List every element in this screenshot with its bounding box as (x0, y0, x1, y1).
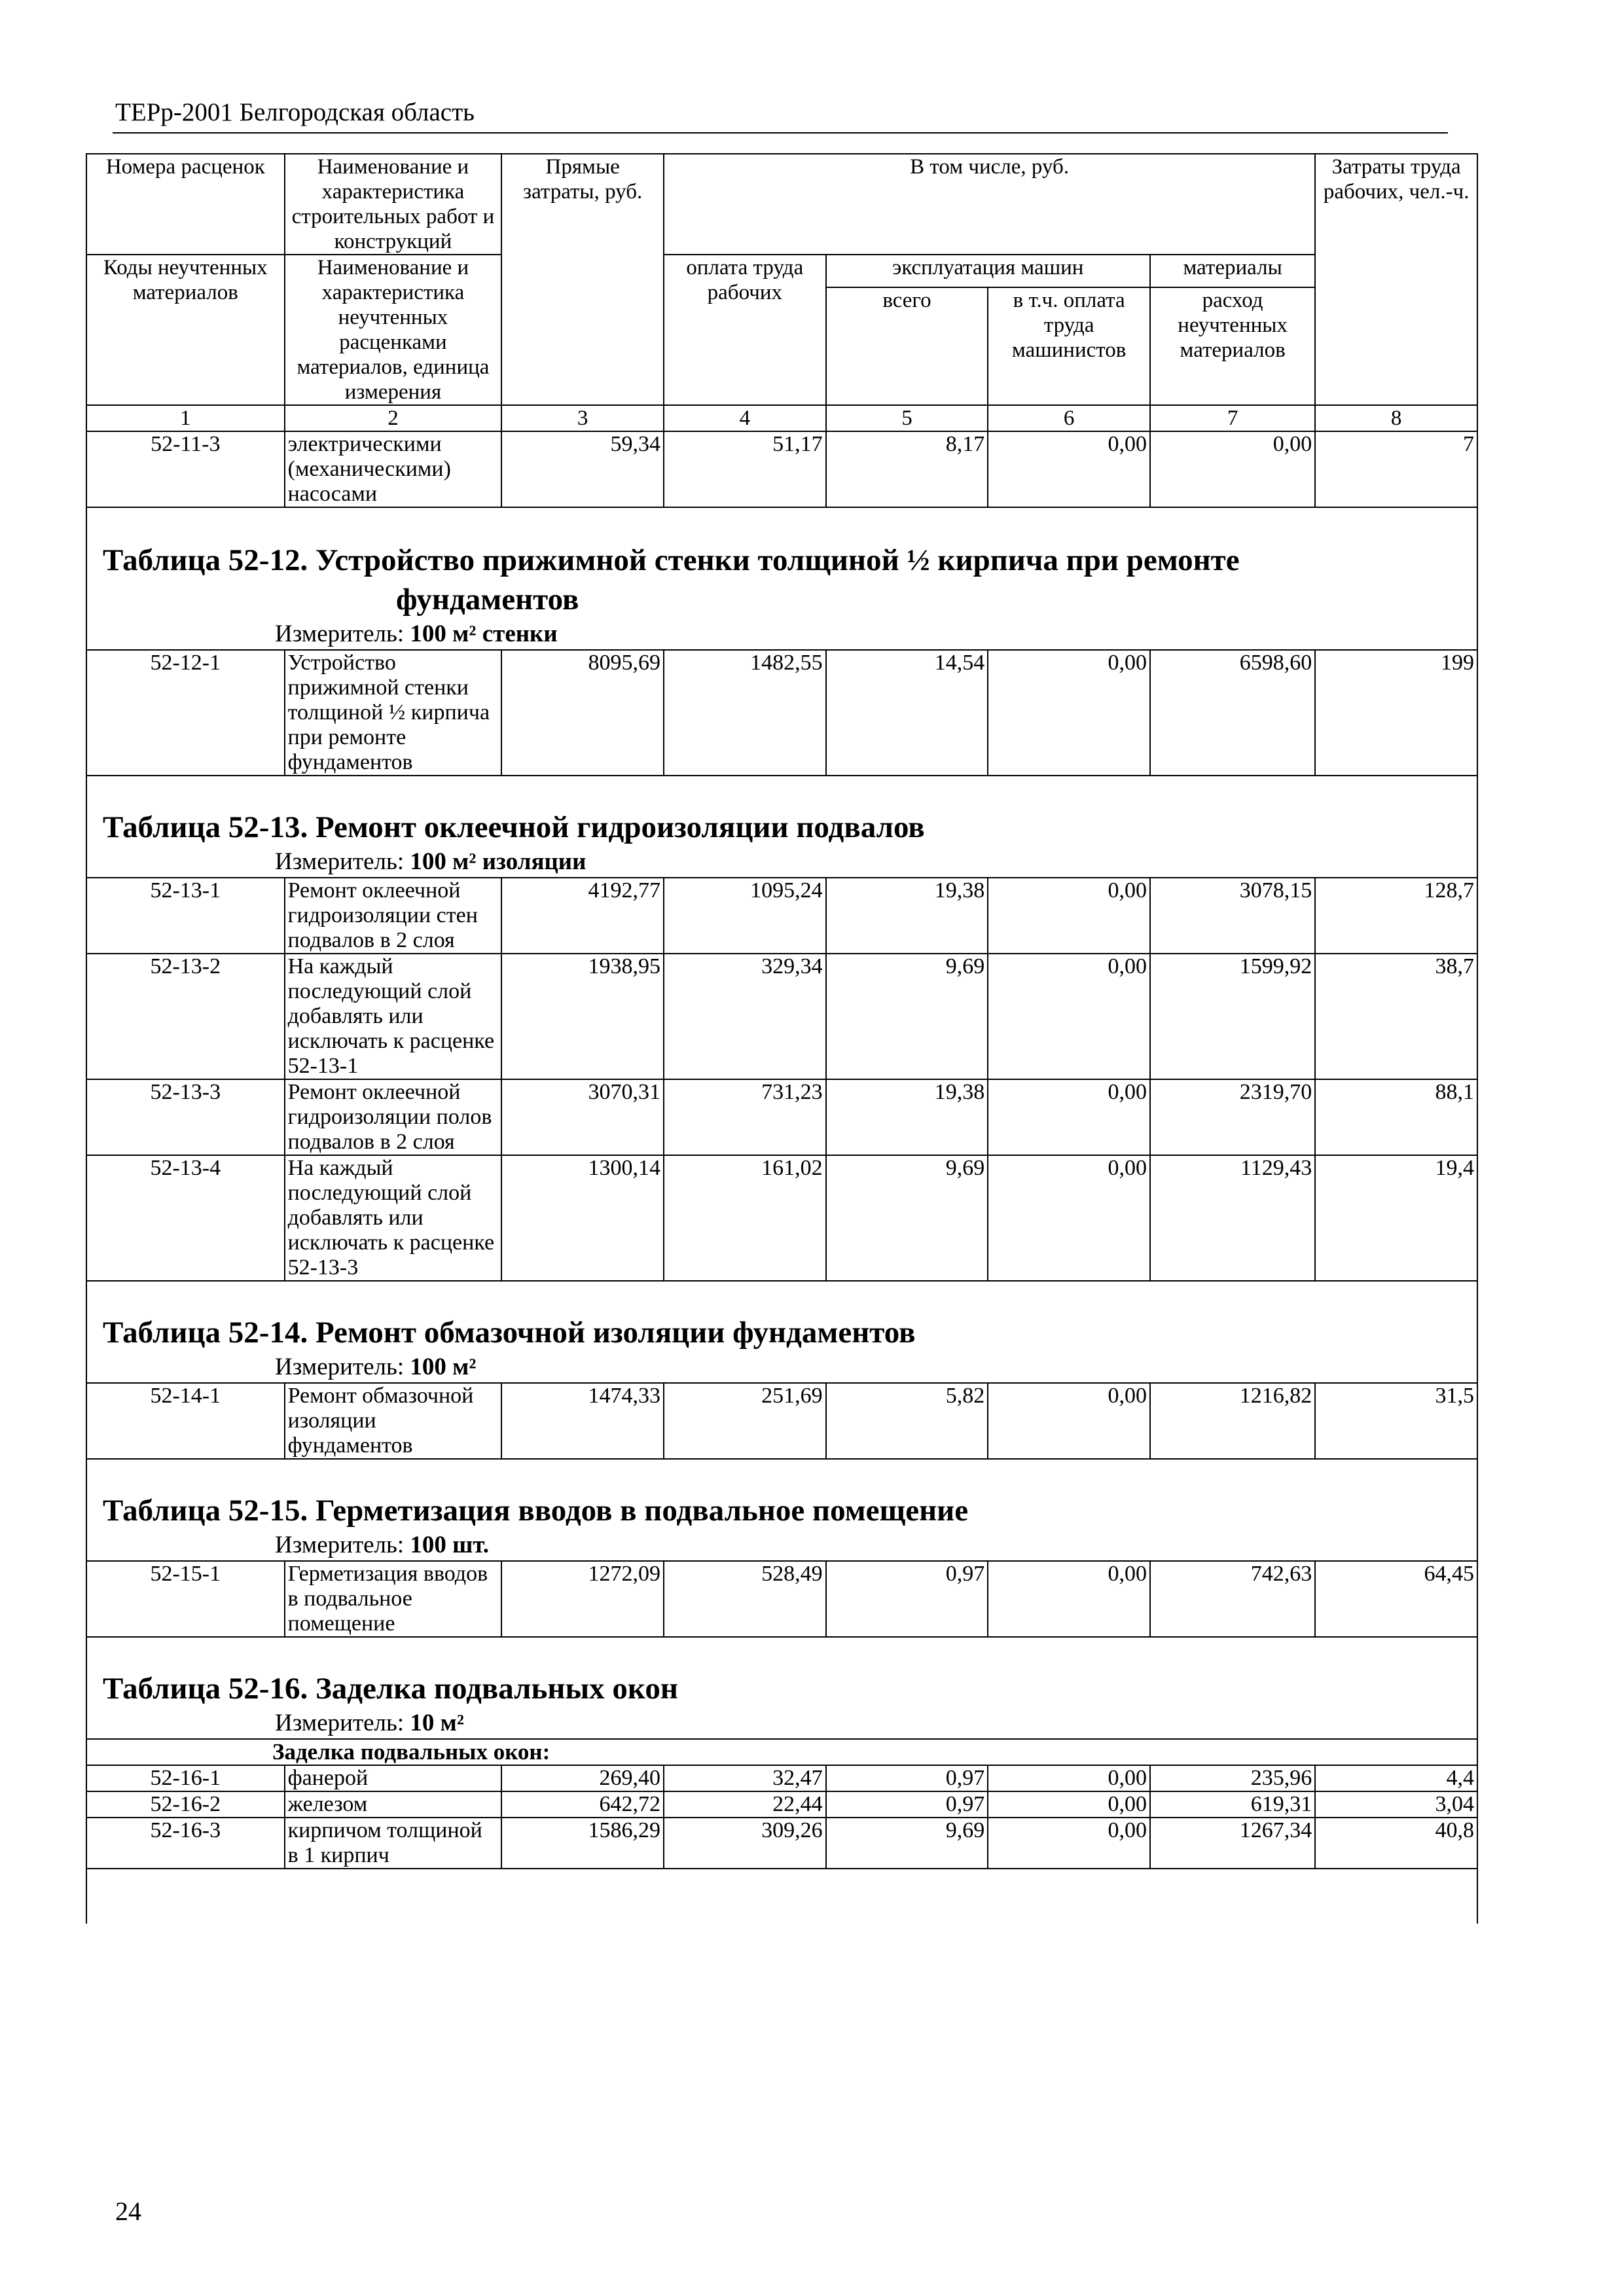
materials-cost: 1599,92 (1150, 954, 1315, 1079)
section-title (90, 541, 1474, 619)
rate-code: 52-16-3 (86, 1818, 285, 1869)
running-header (113, 97, 1448, 134)
rate-name: Ремонт оклеечной гидроизоляции стен подвалов в 2 слоя (285, 878, 502, 954)
measure-value: 100 м² стенки (410, 620, 558, 647)
rate-name: На каждый последующий слой добавлять или исключать к расценке 52-13-1 (285, 954, 502, 1079)
labor-pay: 161,02 (664, 1155, 826, 1281)
labor-hours: 31,5 (1315, 1383, 1477, 1459)
labor-hours: 40,8 (1315, 1818, 1477, 1869)
section-heading (86, 1281, 1477, 1383)
rate-name: кирпичом толщиной в 1 кирпич (285, 1818, 502, 1869)
direct-costs: 642,72 (501, 1791, 664, 1818)
table-row (86, 650, 1477, 776)
table-row (86, 878, 1477, 954)
rate-code: 52-13-1 (86, 878, 285, 954)
labor-pay: 1095,24 (664, 878, 826, 954)
section-heading (86, 1459, 1477, 1561)
table-row (86, 1791, 1477, 1818)
measure-label: Измеритель: (275, 620, 405, 647)
machines-total: 19,38 (826, 1079, 988, 1155)
labor-pay: 251,69 (664, 1383, 826, 1459)
labor-pay: 528,49 (664, 1561, 826, 1637)
col-material-codes-header: Коды неучтенных материалов (86, 255, 285, 405)
rate-code: 52-15-1 (86, 1561, 285, 1637)
materials-cost: 619,31 (1150, 1791, 1315, 1818)
labor-pay: 22,44 (664, 1791, 826, 1818)
materials-cost: 6598,60 (1150, 650, 1315, 776)
column-number: 7 (1150, 405, 1315, 431)
materials-cost: 742,63 (1150, 1561, 1315, 1637)
col-rate-numbers-header: Номера расценок (86, 154, 285, 255)
header-row-2 (86, 255, 1477, 287)
table-row (86, 1383, 1477, 1459)
materials-header: материалы (1150, 255, 1315, 287)
direct-costs: 1300,14 (501, 1155, 664, 1281)
column-number: 3 (501, 405, 664, 431)
table-row (86, 1818, 1477, 1869)
machinists-pay: 0,00 (988, 1818, 1150, 1869)
measure-value: 100 шт. (410, 1532, 490, 1558)
direct-costs: 1474,33 (501, 1383, 664, 1459)
rate-code: 52-14-1 (86, 1383, 285, 1459)
labor-hours: 3,04 (1315, 1791, 1477, 1818)
section-heading-row (86, 1637, 1477, 1739)
measure-value: 100 м² изоляции (410, 848, 586, 875)
machinists-pay: 0,00 (988, 1383, 1150, 1459)
direct-costs: 59,34 (501, 431, 664, 507)
measure-label: Измеритель: (275, 1354, 405, 1380)
rate-code: 52-13-2 (86, 954, 285, 1079)
machinists-pay: 0,00 (988, 1561, 1150, 1637)
rate-name: Ремонт оклеечной гидроизоляции полов подвалов в 2 слоя (285, 1079, 502, 1155)
machines-total: 5,82 (826, 1383, 988, 1459)
direct-costs: 3070,31 (501, 1079, 664, 1155)
col-machines-total-header: всего (826, 287, 988, 405)
column-number: 2 (285, 405, 502, 431)
labor-hours: 128,7 (1315, 878, 1477, 954)
rate-code: 52-11-3 (86, 431, 285, 507)
section-title: Таблица 52-13. Ремонт оклеечной гидроизоляции подвалов (103, 810, 925, 844)
rate-name: Устройство прижимной стенки толщиной ½ кирпича при ремонте фундаментов (285, 650, 502, 776)
labor-pay: 731,23 (664, 1079, 826, 1155)
labor-hours: 199 (1315, 650, 1477, 776)
section-heading-row (86, 1459, 1477, 1561)
table-row (86, 431, 1477, 507)
measure-label: Измеритель: (275, 848, 405, 875)
labor-hours: 88,1 (1315, 1079, 1477, 1155)
group-label-row (86, 1739, 1477, 1765)
section-title: Таблица 52-15. Герметизация вводов в подвальное помещение (103, 1494, 969, 1528)
col-labor-pay-header: оплата труда рабочих (664, 255, 826, 405)
col-unaccounted-materials-header: расход неучтенных материалов (1150, 287, 1315, 405)
table-row (86, 1765, 1477, 1791)
machinists-pay: 0,00 (988, 1079, 1150, 1155)
rate-name: железом (285, 1791, 502, 1818)
materials-cost: 1129,43 (1150, 1155, 1315, 1281)
machines-total: 8,17 (826, 431, 988, 507)
rate-name: Ремонт обмазочной изоляции фундаментов (285, 1383, 502, 1459)
measure-label: Измеритель: (275, 1532, 405, 1558)
labor-pay: 309,26 (664, 1818, 826, 1869)
labor-hours: 19,4 (1315, 1155, 1477, 1281)
machines-total: 9,69 (826, 1155, 988, 1281)
measure-value: 10 м² (410, 1710, 464, 1736)
section-heading-row (86, 776, 1477, 878)
machines-total: 0,97 (826, 1561, 988, 1637)
section-measure (90, 1352, 1474, 1382)
machinists-pay: 0,00 (988, 1791, 1150, 1818)
section-title-line: Таблица 52-12. Устройство прижимной стенки толщиной ½ кирпича при ремонте (103, 543, 1240, 577)
direct-costs: 1586,29 (501, 1818, 664, 1869)
materials-cost: 3078,15 (1150, 878, 1315, 954)
labor-hours: 38,7 (1315, 954, 1477, 1079)
rates-table (86, 153, 1478, 1924)
materials-cost: 1267,34 (1150, 1818, 1315, 1869)
machines-total: 9,69 (826, 1818, 988, 1869)
section-measure (90, 1530, 1474, 1560)
rate-code: 52-13-3 (86, 1079, 285, 1155)
column-number: 1 (86, 405, 285, 431)
header-title: ТЕРр-2001 Белгородская область (115, 98, 475, 126)
rate-code: 52-12-1 (86, 650, 285, 776)
group-label: Заделка подвальных окон: (86, 1739, 1477, 1765)
labor-pay: 32,47 (664, 1765, 826, 1791)
section-measure (90, 619, 1474, 649)
machinists-pay: 0,00 (988, 878, 1150, 954)
labor-pay: 51,17 (664, 431, 826, 507)
col-machinists-pay-header: в т.ч. оплата труда машинистов (988, 287, 1150, 405)
table-tail-row (86, 1869, 1477, 1924)
incl-header: В том числе, руб. (664, 154, 1315, 255)
machines-header: эксплуатация машин (826, 255, 1150, 287)
rate-code: 52-16-2 (86, 1791, 285, 1818)
column-number: 8 (1315, 405, 1477, 431)
section-heading-row (86, 507, 1477, 650)
table-row (86, 1079, 1477, 1155)
section-heading (86, 507, 1477, 650)
rate-name: фанерой (285, 1765, 502, 1791)
column-number: 6 (988, 405, 1150, 431)
rate-code: 52-16-1 (86, 1765, 285, 1791)
column-numbers-row (86, 405, 1477, 431)
direct-costs: 8095,69 (501, 650, 664, 776)
rate-code: 52-13-4 (86, 1155, 285, 1281)
table-row (86, 1155, 1477, 1281)
machines-total: 9,69 (826, 954, 988, 1079)
direct-costs: 1938,95 (501, 954, 664, 1079)
machines-total: 0,97 (826, 1791, 988, 1818)
labor-hours: 7 (1315, 431, 1477, 507)
col-material-name-header: Наименование и характеристика неучтенных расценками материалов, единица измерения (285, 255, 502, 405)
measure-value: 100 м² (410, 1354, 477, 1380)
materials-cost: 235,96 (1150, 1765, 1315, 1791)
col-direct-costs-header: Прямые затраты, руб. (501, 154, 664, 405)
direct-costs: 4192,77 (501, 878, 664, 954)
machines-total: 14,54 (826, 650, 988, 776)
labor-hours: 4,4 (1315, 1765, 1477, 1791)
labor-pay: 1482,55 (664, 650, 826, 776)
machinists-pay: 0,00 (988, 650, 1150, 776)
labor-hours: 64,45 (1315, 1561, 1477, 1637)
direct-costs: 1272,09 (501, 1561, 664, 1637)
machinists-pay: 0,00 (988, 431, 1150, 507)
section-heading-row (86, 1281, 1477, 1383)
labor-pay: 329,34 (664, 954, 826, 1079)
direct-costs: 269,40 (501, 1765, 664, 1791)
rate-name: Герметизация вводов в подвальное помещение (285, 1561, 502, 1637)
machines-total: 0,97 (826, 1765, 988, 1791)
section-measure (90, 847, 1474, 877)
materials-cost: 0,00 (1150, 431, 1315, 507)
table-tail (86, 1869, 1477, 1924)
section-measure (90, 1708, 1474, 1738)
header-row-1 (86, 154, 1477, 255)
page-number: 24 (115, 2197, 141, 2226)
machines-total: 19,38 (826, 878, 988, 954)
section-heading (86, 1637, 1477, 1739)
machinists-pay: 0,00 (988, 1765, 1150, 1791)
col-work-name-header: Наименование и характеристика строительных работ и конструкций (285, 154, 502, 255)
materials-cost: 1216,82 (1150, 1383, 1315, 1459)
column-number: 5 (826, 405, 988, 431)
table-row (86, 954, 1477, 1079)
table-row (86, 1561, 1477, 1637)
machinists-pay: 0,00 (988, 954, 1150, 1079)
rate-name: электрическими (механическими) насосами (285, 431, 502, 507)
machinists-pay: 0,00 (988, 1155, 1150, 1281)
materials-cost: 2319,70 (1150, 1079, 1315, 1155)
section-heading (86, 776, 1477, 878)
section-title: Таблица 52-16. Заделка подвальных окон (103, 1672, 678, 1706)
section-title: Таблица 52-14. Ремонт обмазочной изоляции фундаментов (103, 1316, 916, 1350)
column-number: 4 (664, 405, 826, 431)
rate-name: На каждый последующий слой добавлять или исключать к расценке 52-13-3 (285, 1155, 502, 1281)
section-title-line: фундаментов (396, 583, 579, 617)
measure-label: Измеритель: (275, 1710, 405, 1736)
col-labor-hours-header: Затраты труда рабочих, чел.-ч. (1315, 154, 1477, 405)
